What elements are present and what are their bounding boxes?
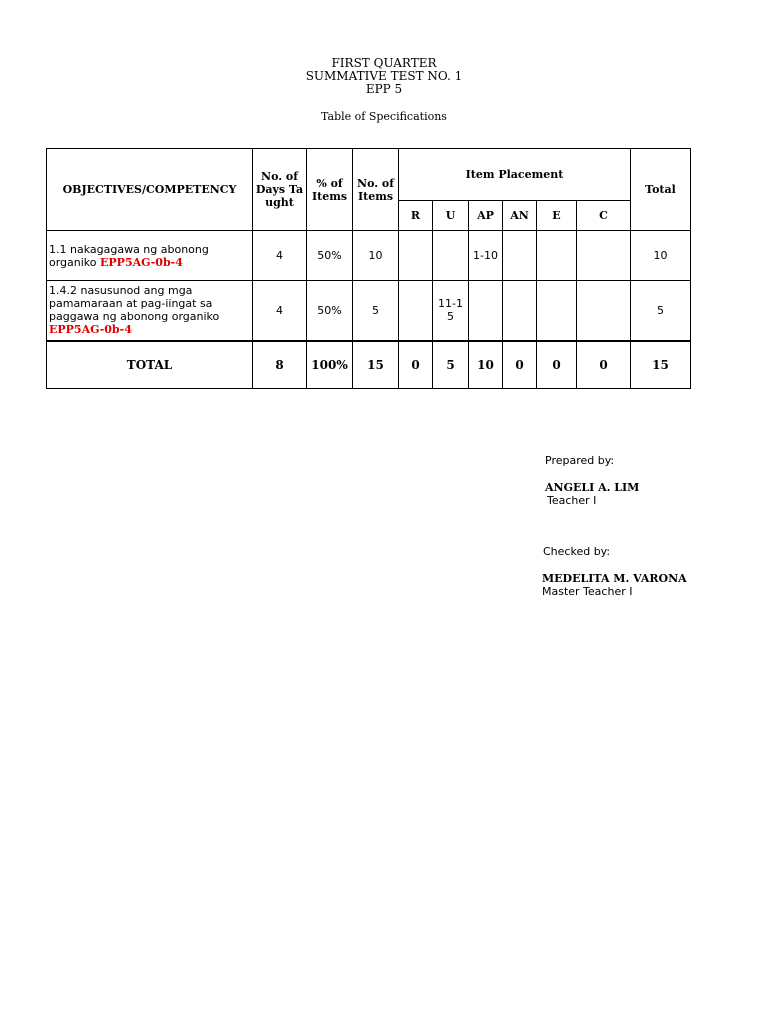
table-row	[47, 281, 691, 341]
percent-cell: 50%	[307, 281, 353, 341]
ap-cell: 1-10	[469, 231, 503, 281]
level-e: E	[537, 201, 577, 231]
totals-label: TOTAL	[47, 341, 253, 389]
days-cell: 4	[253, 281, 307, 341]
level-u: U	[433, 201, 469, 231]
r-cell	[399, 231, 433, 281]
totals-e: 0	[537, 341, 577, 389]
level-c: C	[577, 201, 631, 231]
totals-r: 0	[399, 341, 433, 389]
totals-c: 0	[577, 341, 631, 389]
totals-percent: 100%	[307, 341, 353, 389]
competency-code: EPP5AG-0b-4	[49, 323, 132, 337]
checked-by-name: MEDELITA M. VARONA	[542, 572, 687, 585]
c-cell	[577, 281, 631, 341]
items-cell: 10	[353, 231, 399, 281]
an-cell	[503, 281, 537, 341]
level-ap: AP	[469, 201, 503, 231]
header-line-2: SUMMATIVE TEST NO. 1	[305, 69, 463, 83]
totals-total: 15	[631, 341, 691, 389]
header-row	[47, 149, 691, 201]
percent-cell: 50%	[307, 231, 353, 281]
prepared-by-role: Teacher I	[547, 494, 597, 507]
prepared-by-name: ANGELI A. LIM	[545, 481, 640, 494]
r-cell	[399, 281, 433, 341]
header-days-taught: No. of Days Taught	[253, 149, 307, 231]
objective-text: 1.1 nakagagawa ng abonong organiko	[49, 242, 209, 269]
objective-text: 1.4.2 nasusunod ang mga pamamaraan at pag-iingat sa paggawa ng abonong organiko	[49, 284, 220, 324]
totals-items: 15	[353, 341, 399, 389]
ap-cell	[469, 281, 503, 341]
total-cell: 10	[631, 231, 691, 281]
table-subtitle: Table of Specifications	[321, 110, 447, 123]
header-objectives: OBJECTIVES/COMPETENCY	[47, 149, 253, 231]
c-cell	[577, 231, 631, 281]
checked-by-label: Checked by:	[543, 545, 611, 558]
header-line-1: FIRST QUARTER	[331, 56, 437, 70]
totals-ap: 10	[469, 341, 503, 389]
table-row	[47, 231, 691, 281]
competency-code: EPP5AG-0b-4	[100, 255, 183, 269]
header-total: Total	[631, 149, 691, 231]
level-r: R	[399, 201, 433, 231]
totals-u: 5	[433, 341, 469, 389]
an-cell	[503, 231, 537, 281]
checked-by-role: Master Teacher I	[542, 585, 633, 598]
u-cell: 11-15	[433, 281, 469, 341]
days-cell: 4	[253, 231, 307, 281]
totals-days: 8	[253, 341, 307, 389]
prepared-by-label: Prepared by:	[545, 454, 615, 467]
u-cell	[433, 231, 469, 281]
objective-cell	[47, 231, 253, 281]
header-percent-items: % of Items	[307, 149, 353, 231]
level-an: AN	[503, 201, 537, 231]
total-cell: 5	[631, 281, 691, 341]
items-cell: 5	[353, 281, 399, 341]
totals-row	[47, 341, 691, 389]
objective-cell	[47, 281, 253, 341]
header-number-items: No. of Items	[353, 149, 399, 231]
specifications-table	[46, 148, 691, 389]
totals-an: 0	[503, 341, 537, 389]
e-cell	[537, 281, 577, 341]
header-line-3: EPP 5	[365, 82, 403, 96]
header-item-placement: Item Placement	[399, 149, 631, 201]
e-cell	[537, 231, 577, 281]
